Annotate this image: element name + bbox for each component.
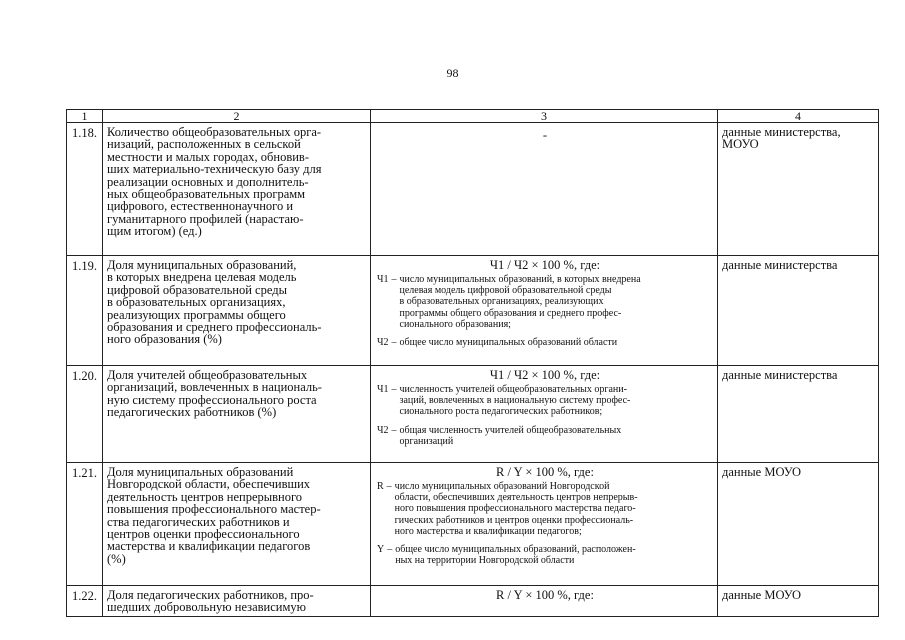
column-header-3: 3 — [371, 110, 718, 123]
data-source: данные министерства — [718, 256, 879, 366]
variable-symbol: R — [377, 481, 384, 492]
variable-definition — [377, 384, 713, 418]
indicator-description: Количество общеобразовательных орга- низаций, расположенных в сельской местности и малых городах, обновив- ших материально-техническую базу для реализации основных и дополнитель- ных общеобразовательных программ цифрового, естественнонаучного и гуманитарного профилей (нарастаю- щим итогом) (ед.) — [103, 123, 371, 256]
variable-definition — [377, 274, 713, 330]
definition-dash: – — [391, 274, 397, 285]
calculation-formula: R / Y × 100 %, где: — [496, 465, 594, 479]
variable-text: число муниципальных образований, в которых внедрена целевая модель цифровой образовательной среды в образовательных организациях, реализующих программы общего образования и среднего профес- сионального образования; — [399, 274, 641, 330]
indicators-table — [66, 109, 879, 617]
definition-dash: – — [391, 424, 397, 436]
indicator-description: Доля педагогических работников, про- шедших добровольную независимую — [103, 586, 371, 617]
definition-dash: – — [387, 544, 393, 556]
table-row — [67, 366, 879, 463]
definition-dash: – — [391, 384, 397, 395]
calculation-formula: - — [542, 128, 548, 142]
table-header-row — [67, 110, 879, 123]
data-source: данные министерства, МОУО — [718, 123, 879, 256]
variable-definition — [377, 544, 713, 566]
calculation-method-cell — [371, 123, 718, 256]
variable-definition — [377, 337, 713, 348]
column-header-1: 1 — [67, 110, 103, 123]
indicator-description: Доля муниципальных образований, в которых внедрена целевая модель цифровой образовательной среды в образовательных организациях, реализующих программы общего образования и среднего профессиональ- ного образования (%) — [103, 256, 371, 366]
calculation-method-cell — [371, 586, 718, 617]
table-row — [67, 123, 879, 256]
variable-text: число муниципальных образований Новгородской области, обеспечивших деятельность центров непрерыв- ного повышения профессионального мастерства педаго- гических работников и центров оценки профессиональ- ного мастерства и квалификации педагогов; — [394, 481, 638, 537]
page-number: 98 — [446, 66, 459, 80]
variable-text: общая численность учителей общеобразовательных организаций — [399, 424, 622, 447]
variable-symbol: Ч1 — [377, 384, 389, 395]
variable-text: численность учителей общеобразовательных органи- заций, вовлеченных в национальную систему профес- сионального роста педагогических работников; — [399, 384, 631, 418]
row-number: 1.21. — [67, 463, 103, 586]
indicator-description: Доля учителей общеобразовательных организаций, вовлеченных в националь- ную систему профессионального роста педагогических работников (%) — [103, 366, 371, 463]
table-row — [67, 586, 879, 617]
row-number: 1.22. — [67, 586, 103, 617]
definition-dash: – — [386, 481, 392, 492]
calculation-formula: Ч1 / Ч2 × 100 %, где: — [489, 368, 601, 382]
data-source: данные МОУО — [718, 586, 879, 617]
table-row — [67, 256, 879, 366]
variable-symbol: Ч2 — [377, 424, 389, 436]
data-source: данные министерства — [718, 366, 879, 463]
calculation-method-cell — [371, 256, 718, 366]
calculation-method-cell — [371, 366, 718, 463]
variable-text: общее число муниципальных образований, расположен- ных на территории Новгородской области — [395, 544, 636, 567]
calculation-formula: Ч1 / Ч2 × 100 %, где: — [489, 258, 601, 272]
indicator-description: Доля муниципальных образований Новгородской области, обеспечивших деятельность центров непрерывного повышения профессионального мастер- ства педагогических работников и центров оценки профессионального мастерства и квалификации педагогов (%) — [103, 463, 371, 586]
variable-symbol: Ч1 — [377, 274, 389, 285]
row-number: 1.20. — [67, 366, 103, 463]
variable-text: общее число муниципальных образований области — [399, 337, 618, 349]
column-header-4: 4 — [718, 110, 879, 123]
data-source: данные МОУО — [718, 463, 879, 586]
variable-symbol: Ч2 — [377, 337, 389, 349]
calculation-method-cell — [371, 463, 718, 586]
row-number: 1.19. — [67, 256, 103, 366]
variable-symbol: Y — [377, 544, 385, 556]
calculation-formula: R / Y × 100 %, где: — [496, 588, 594, 602]
table-row — [67, 463, 879, 586]
row-number: 1.18. — [67, 123, 103, 256]
variable-definition — [377, 425, 713, 447]
definition-dash: – — [391, 337, 397, 349]
column-header-2: 2 — [103, 110, 371, 123]
variable-definition — [377, 481, 713, 537]
